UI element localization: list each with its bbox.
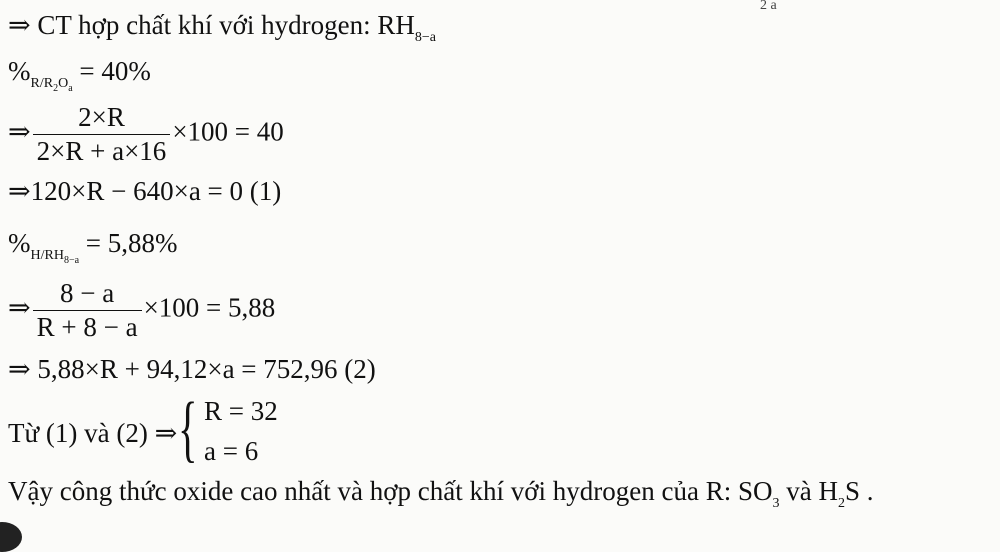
equation-rest: ×100 = 40 bbox=[172, 116, 284, 147]
subscript: 8−a bbox=[414, 30, 437, 45]
line-text: ⇒ CT hợp chất khí với hydrogen: RH bbox=[8, 10, 415, 40]
subscript: 2 bbox=[838, 496, 845, 511]
equation-1: ⇒120×R − 640×a = 0 (1) bbox=[8, 176, 282, 206]
oxide-percentage-line bbox=[8, 58, 151, 94]
equation-rest: ×100 = 5,88 bbox=[143, 292, 276, 323]
denominator: R + 8 − a bbox=[36, 312, 138, 342]
subscript: 3 bbox=[772, 496, 780, 511]
denominator: 2×R + a×16 bbox=[36, 136, 167, 166]
percent-sign: % bbox=[8, 228, 31, 258]
system-eq-a: a = 6 bbox=[204, 436, 259, 466]
system-intro: Từ (1) và (2) ⇒ bbox=[8, 418, 178, 448]
implies-arrow: ⇒ bbox=[8, 292, 31, 323]
oxide-fraction-equation bbox=[8, 104, 284, 165]
equation-2: ⇒ 5,88×R + 94,12×a = 752,96 (2) bbox=[8, 354, 376, 384]
hydride-percentage-line bbox=[8, 230, 178, 266]
cropped-top-text: 2 a bbox=[760, 0, 777, 13]
equation-rest: = 5,88% bbox=[79, 228, 178, 258]
equation-rest: = 40% bbox=[72, 56, 151, 86]
fraction bbox=[33, 280, 142, 341]
conclusion-line: Vậy công thức oxide cao nhất và hợp chất khí với hydrogen của R: $SO_3$ và $H_2S$ . bbox=[8, 476, 874, 511]
implies-arrow: ⇒ bbox=[8, 116, 31, 147]
fraction bbox=[33, 104, 171, 165]
equation-system bbox=[178, 388, 328, 472]
ink-blot bbox=[0, 522, 22, 552]
percent-sign: % bbox=[8, 56, 31, 86]
hydride-fraction-equation bbox=[8, 280, 275, 341]
numerator: 2×R bbox=[33, 104, 171, 135]
hydrogen-compound-formula-line bbox=[8, 12, 436, 45]
system-eq-r: R = 32 bbox=[204, 396, 278, 426]
subscript: H/RH8−a bbox=[30, 248, 80, 266]
left-brace: { bbox=[178, 388, 198, 470]
numerator: 8 − a bbox=[33, 280, 142, 311]
subscript: R/R2Oa bbox=[30, 76, 73, 94]
